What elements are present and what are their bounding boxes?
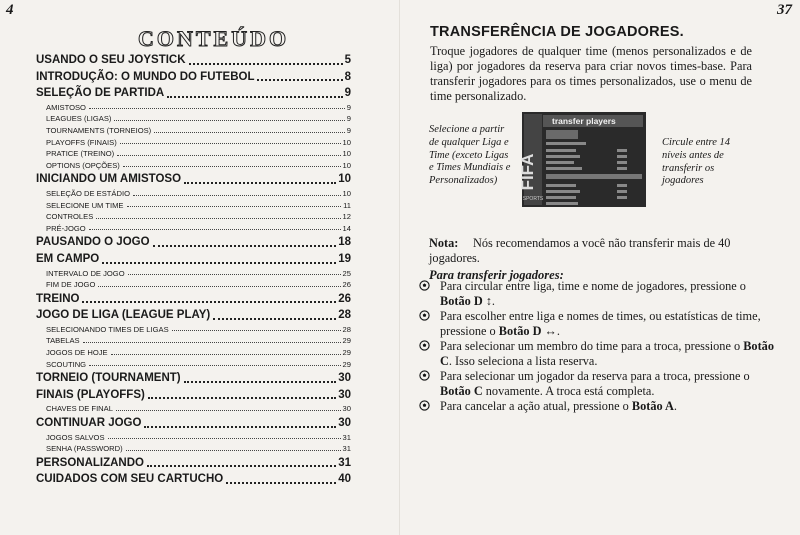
svg-text:SPORTS: SPORTS (522, 196, 544, 202)
toc-entry (36, 69, 351, 86)
toc-leader (153, 245, 337, 247)
toc-leader (147, 465, 336, 467)
toc-leader (128, 274, 341, 275)
toc-entry-page: 30 (338, 372, 351, 385)
toc-entry-page: 30 (342, 404, 351, 414)
caption-right: Circule entre 14 níveis antes de transferir os jogadores (662, 137, 731, 187)
instruction-button-name: Botão C (440, 384, 483, 398)
toc-entry-label: LEAGUES (LIGAS) (46, 114, 112, 124)
toc-leader (96, 218, 340, 219)
toc-entry-page: 12 (342, 212, 351, 222)
toc-leader (120, 143, 341, 144)
toc-entry-label: SENHA (PASSWORD) (46, 444, 123, 454)
toc-entry (36, 234, 351, 251)
toc-leader (184, 381, 337, 383)
toc-leader (133, 195, 341, 196)
instruction-text-end: ↕. (482, 294, 495, 308)
instruction-button-name: Botão C (440, 339, 774, 368)
toc-entry-page: 25 (342, 268, 351, 278)
toc-entry (36, 324, 351, 336)
toc-entry (36, 251, 351, 268)
toc-entry (36, 171, 351, 188)
instruction-text: Para selecionar um jogador da reserva para a troca, pressione o (440, 369, 750, 383)
instruction-item (418, 399, 776, 414)
toc-entry-page: 31 (342, 432, 351, 442)
toc-entry-page: 40 (338, 473, 351, 486)
toc-entry (36, 211, 351, 223)
toc-entry (36, 443, 351, 455)
toc-leader (83, 342, 341, 343)
toc-entry-label: FIM DE JOGO (46, 280, 96, 290)
toc-entry-label: SELEÇÃO DE PARTIDA (36, 87, 165, 100)
intro-paragraph: Troque jogadores de qualquer time (menos personalizados e de liga) por jogadores da reserva para criar novos times-base. Para transferir jogadores para os times personalizados, use o menu de time personalizado. (430, 44, 752, 103)
toc-leader (114, 120, 344, 121)
toc-entry-page: 18 (338, 236, 351, 249)
toc-leader (89, 108, 345, 109)
toc-title: CONTEÚDO (138, 26, 290, 51)
toc-leader (108, 438, 341, 439)
page-number-right: 37 (777, 2, 792, 18)
toc-leader (116, 410, 341, 411)
soccer-ball-icon (419, 310, 430, 325)
toc-entry (36, 188, 351, 200)
toc-entry-page: 29 (342, 359, 351, 369)
toc-entry-label: JOGO DE LIGA (LEAGUE PLAY) (36, 309, 211, 322)
toc-entry-page: 30 (338, 417, 351, 430)
toc-entry-page: 10 (342, 188, 351, 198)
instruction-button-name: Botão D (498, 324, 542, 338)
instruction-text: Para circular entre liga, time e nome de jogadores, pressione o (440, 279, 746, 293)
toc-entry-page: 26 (338, 292, 351, 305)
toc-entry-page: 31 (342, 444, 351, 454)
section-title: TRANSFERÊNCIA DE JOGADORES. (430, 24, 684, 40)
toc-entry-label: PERSONALIZANDO (36, 456, 144, 469)
toc-entry-page: 10 (338, 173, 351, 186)
toc-leader (102, 262, 336, 264)
toc-leader (226, 482, 336, 484)
toc-entry-label: JOGOS SALVOS (46, 432, 105, 442)
toc-entry (36, 347, 351, 359)
toc-entry-page: 28 (342, 324, 351, 334)
toc-entry-label: SCOUTING (46, 359, 87, 369)
soccer-ball-icon (419, 370, 430, 385)
toc-entry-page: 9 (346, 125, 351, 135)
toc-entry (36, 223, 351, 235)
page-fold (399, 0, 400, 535)
toc-entry-label: TABELAS (46, 336, 80, 346)
toc-leader (117, 155, 340, 156)
toc-entry-label: FINAIS (PLAYOFFS) (36, 388, 145, 401)
toc-entry (36, 403, 351, 415)
toc-leader (123, 166, 341, 167)
toc-entry (36, 268, 351, 280)
toc-entry (36, 370, 351, 387)
toc-entry (36, 387, 351, 404)
toc-entry-label: AMISTOSO (46, 102, 86, 112)
toc-entry-label: SELECIONANDO TIMES DE LIGAS (46, 324, 169, 334)
toc-entry-label: CONTROLES (46, 212, 94, 222)
toc-entry-label: CONTINUAR JOGO (36, 417, 142, 430)
toc-entry (36, 137, 351, 149)
toc-entry-page: 10 (342, 149, 351, 159)
table-of-contents (36, 52, 351, 488)
toc-entry (36, 307, 351, 324)
toc-entry (36, 85, 351, 102)
toc-entry-label: TREINO (36, 292, 80, 305)
note-label: Nota: (429, 236, 459, 250)
toc-entry-page: 9 (346, 114, 351, 124)
instruction-text: Para selecionar um membro do time para a troca, pressione o (440, 339, 744, 353)
toc-leader (89, 229, 341, 230)
toc-entry (36, 335, 351, 347)
soccer-ball-icon (419, 340, 430, 355)
page-number-left: 4 (6, 2, 14, 18)
note (429, 236, 754, 266)
instruction-button-name: Botão D (440, 294, 483, 308)
toc-leader (172, 330, 341, 331)
soccer-ball-icon (419, 280, 430, 295)
toc-entry-label: SELEÇÃO DE ESTÁDIO (46, 188, 130, 198)
instruction-text-end: . Isso seleciona a lista reserva. (448, 354, 598, 368)
toc-entry (36, 359, 351, 371)
toc-leader (126, 450, 341, 451)
toc-entry (36, 148, 351, 160)
toc-leader (257, 79, 342, 81)
svg-text:transfer players: transfer players (552, 116, 616, 126)
toc-leader (127, 206, 342, 207)
instruction-text: Para cancelar a ação atual, pressione o (440, 399, 632, 413)
toc-leader (189, 63, 343, 65)
instructions-heading: Para transferir jogadores: (429, 268, 564, 282)
caption-left: Selecione a partir de qualquer Liga e Time (exceto Ligas e Times Mundiais e Personalizados) (429, 124, 511, 187)
instruction-text-end: novamente. A troca está completa. (482, 384, 655, 398)
toc-entry-page: 9 (344, 87, 351, 100)
toc-entry (36, 455, 351, 472)
toc-entry-label: PRATICE (TREINO) (46, 149, 115, 159)
toc-entry-label: EM CAMPO (36, 252, 100, 265)
toc-entry-label: CHAVES DE FINAL (46, 404, 113, 414)
instruction-text-end: . (673, 399, 677, 413)
toc-leader (167, 96, 342, 98)
toc-entry-page: 8 (344, 70, 351, 83)
toc-entry-page: 28 (338, 309, 351, 322)
toc-entry-page: 29 (342, 348, 351, 358)
toc-entry-page: 31 (338, 456, 351, 469)
toc-leader (111, 354, 341, 355)
game-screenshot (518, 112, 646, 207)
toc-entry-label: TORNEIO (TOURNAMENT) (36, 372, 181, 385)
instruction-text-end: ↔. (541, 324, 560, 338)
toc-entry-label: JOGOS DE HOJE (46, 348, 108, 358)
toc-entry-page: 30 (338, 388, 351, 401)
toc-entry (36, 415, 351, 432)
toc-entry-page: 19 (338, 252, 351, 265)
toc-entry-page: 10 (342, 137, 351, 147)
toc-entry (36, 471, 351, 488)
toc-leader (144, 426, 336, 428)
toc-leader (148, 397, 336, 399)
toc-entry-label: PLAYOFFS (FINAIS) (46, 137, 117, 147)
toc-entry-page: 29 (342, 336, 351, 346)
toc-entry (36, 102, 351, 114)
toc-leader (154, 132, 345, 133)
toc-entry-page: 5 (344, 54, 351, 66)
toc-entry-label: CUIDADOS COM SEU CARTUCHO (36, 473, 224, 486)
toc-entry (36, 279, 351, 291)
toc-entry-page: 11 (343, 200, 351, 210)
toc-leader (184, 182, 336, 184)
instruction-item (418, 369, 776, 399)
toc-entry (36, 52, 351, 69)
toc-leader (213, 318, 336, 320)
toc-entry (36, 113, 351, 125)
toc-entry-label: INTERVALO DE JOGO (46, 268, 125, 278)
toc-entry-page: 9 (346, 102, 351, 112)
instruction-item (418, 279, 776, 309)
toc-entry-label: SELECIONE UM TIME (46, 200, 124, 210)
instruction-item (418, 339, 776, 369)
toc-leader (82, 301, 336, 303)
toc-entry-page: 26 (342, 280, 351, 290)
toc-leader (98, 286, 340, 287)
toc-entry-label: PRÉ-JOGO (46, 223, 86, 233)
instruction-item (418, 309, 776, 339)
toc-entry-page: 14 (342, 223, 351, 233)
svg-text:FIFA: FIFA (518, 153, 537, 191)
toc-entry (36, 200, 351, 212)
toc-entry (36, 125, 351, 137)
toc-entry-label: INICIANDO UM AMISTOSO (36, 173, 182, 186)
toc-entry (36, 432, 351, 444)
toc-entry-page: 10 (342, 160, 351, 170)
toc-entry-label: USANDO O SEU JOYSTICK (36, 54, 186, 66)
toc-entry (36, 160, 351, 172)
toc-entry-label: PAUSANDO O JOGO (36, 236, 150, 249)
toc-entry-label: INTRODUÇÃO: O MUNDO DO FUTEBOL (36, 70, 255, 83)
soccer-ball-icon (419, 400, 430, 415)
instruction-text: Para escolher entre liga e nomes de times, ou estatísticas de time, pressione o (440, 309, 761, 338)
toc-entry-label: TOURNAMENTS (TORNEIOS) (46, 125, 152, 135)
instruction-button-name: Botão A (631, 399, 674, 413)
toc-entry-label: OPTIONS (OPÇÕES) (46, 160, 120, 170)
toc-entry (36, 291, 351, 308)
toc-leader (89, 365, 340, 366)
note-text: Nós recomendamos a você não transferir mais de 40 jogadores. (429, 236, 731, 265)
